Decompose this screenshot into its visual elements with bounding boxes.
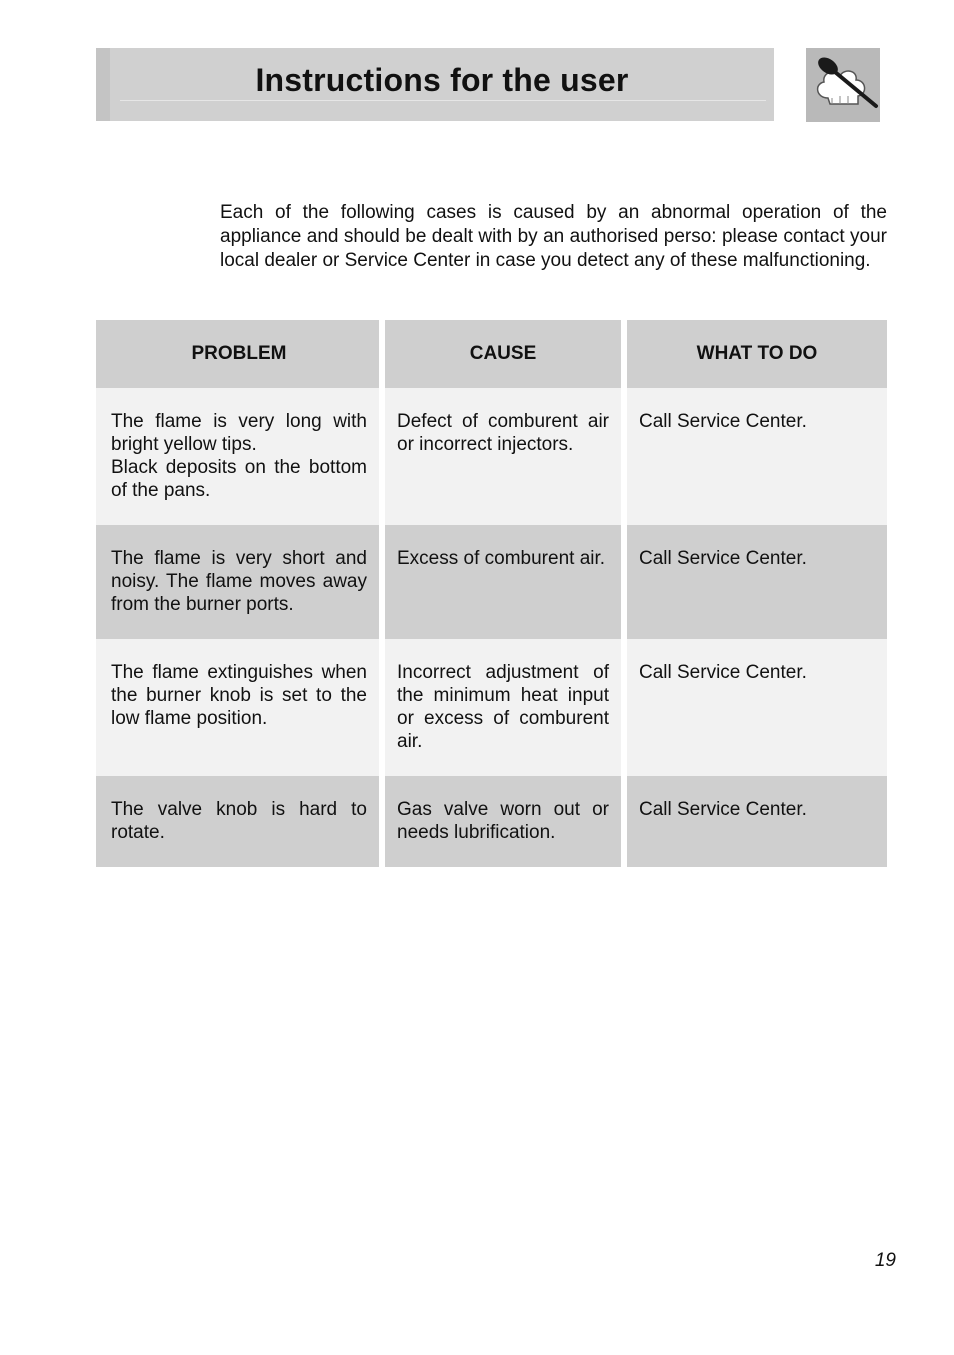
page-title: Instructions for the user [255,62,629,98]
problem-text: The valve knob is hard to rotate. [111,799,367,843]
header-problem: PROBLEM [96,320,385,388]
header-cause: CAUSE [385,320,627,388]
problem-text: Black deposits on the bottom of the pans. [111,457,367,501]
intro-paragraph: Each of the following cases is caused by an abnormal operation of the appliance and should be dealt with by an authorised perso: please contact your local dealer or Service Center in case you detect any of these malfunctioning. [220,202,887,271]
table-row [96,776,887,867]
problem-text: The flame extinguishes when the burner knob is set to the low flame position. [111,662,367,729]
table-header-row [96,320,887,388]
problem-cell [96,639,385,776]
problem-text: The flame is very long with bright yellow tips. [111,411,367,455]
table-row [96,639,887,776]
cause-cell: Excess of comburent air. [385,525,627,639]
header-bar [96,48,774,121]
cause-cell: Incorrect adjustment of the minimum heat input or excess of comburent air. [385,639,627,776]
action-cell: Call Service Center. [627,525,887,639]
header-what-to-do: WHAT TO DO [627,320,887,388]
table-row [96,525,887,639]
problem-cell [96,388,385,525]
cause-cell: Gas valve worn out or needs lubrification. [385,776,627,867]
table-row [96,388,887,525]
problem-cell [96,525,385,639]
page-number: 19 [874,1250,896,1271]
action-cell: Call Service Center. [627,639,887,776]
problem-text: The flame is very short and noisy. The flame moves away from the burner ports. [111,548,367,615]
cause-cell: Defect of comburent air or incorrect injectors. [385,388,627,525]
problem-cell [96,776,385,867]
troubleshooting-table [96,320,887,867]
spoon-chef-hat-icon [806,48,880,122]
action-cell: Call Service Center. [627,776,887,867]
action-cell: Call Service Center. [627,388,887,525]
